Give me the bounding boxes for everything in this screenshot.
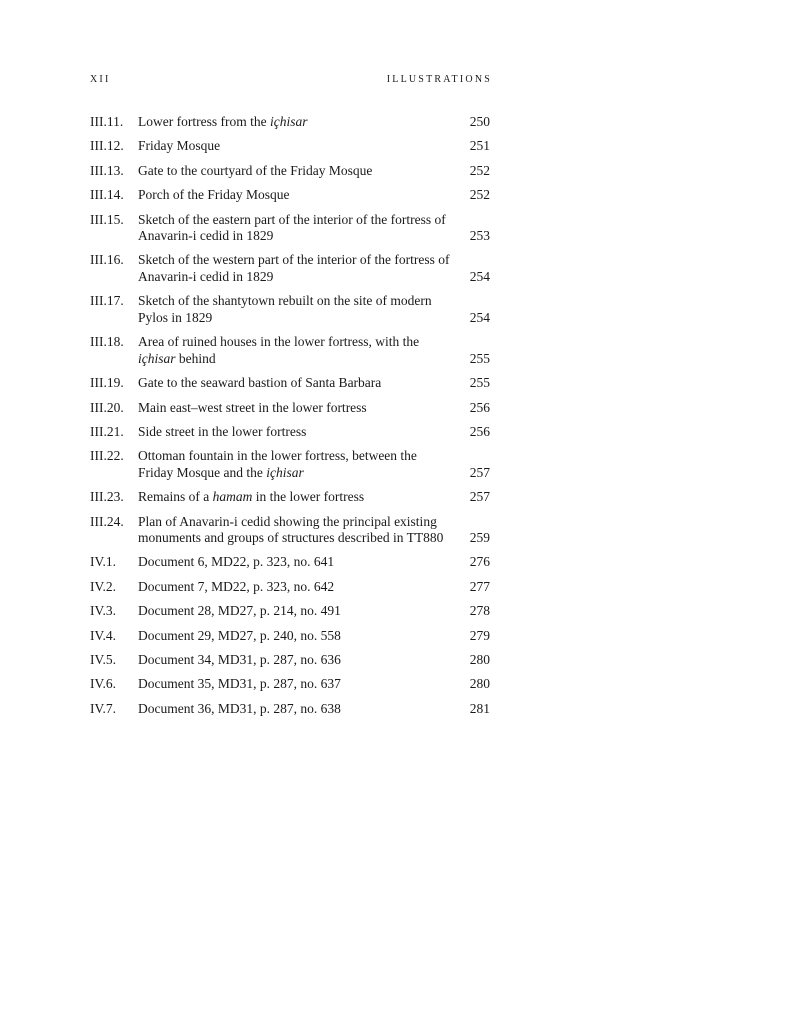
list-item	[90, 603, 492, 620]
figure-number: III.17.	[90, 293, 124, 309]
caption-text: Area of ruined houses in the lower fortress, with the	[138, 334, 420, 350]
list-item	[90, 554, 492, 571]
list-item	[90, 701, 492, 718]
caption-text: Document 29, MD27, p. 240, no. 558	[138, 627, 341, 643]
caption-text: Side street in the lower fortress	[138, 423, 307, 439]
figure-caption	[138, 676, 452, 693]
figure-page: 253	[469, 228, 490, 244]
figure-page: 257	[469, 489, 490, 505]
figure-page: 252	[469, 162, 490, 178]
figure-caption	[138, 212, 452, 245]
figure-number: IV.2.	[90, 578, 117, 594]
figure-page: 281	[469, 700, 490, 716]
figure-page: 279	[469, 627, 490, 643]
figure-number: III.13.	[90, 162, 124, 178]
list-item	[90, 293, 492, 326]
list-item	[90, 334, 492, 367]
list-item	[90, 400, 492, 417]
illustrations-list	[90, 114, 492, 725]
caption-italic-text: içhisar	[138, 350, 176, 366]
caption-text: Document 28, MD27, p. 214, no. 491	[138, 603, 341, 619]
caption-italic-text: içhisar	[266, 464, 304, 480]
figure-page: 259	[469, 530, 490, 546]
caption-text: Ottoman fountain in the lower fortress, between the Friday Mosque and the	[138, 448, 417, 480]
list-item	[90, 676, 492, 693]
figure-number: IV.1.	[90, 554, 117, 570]
figure-caption	[138, 424, 452, 441]
figure-number: IV.6.	[90, 676, 117, 692]
caption-text: Sketch of the western part of the interior of the fortress of Anavarin-i cedid in 1829	[138, 252, 450, 284]
figure-page: 277	[469, 578, 490, 594]
list-item	[90, 375, 492, 392]
figure-caption	[138, 701, 452, 718]
figure-page: 280	[469, 652, 490, 668]
figure-number: III.21.	[90, 423, 124, 439]
caption-text: Lower fortress from the	[138, 114, 270, 129]
caption-text: Document 35, MD31, p. 287, no. 637	[138, 676, 341, 692]
figure-number: III.14.	[90, 187, 124, 203]
list-item	[90, 448, 492, 481]
figure-caption	[138, 579, 452, 596]
figure-caption	[138, 375, 452, 392]
figure-caption	[138, 554, 452, 571]
figure-number: III.24.	[90, 513, 124, 529]
caption-text: Document 7, MD22, p. 323, no. 642	[138, 578, 335, 594]
figure-page: 280	[469, 676, 490, 692]
list-item	[90, 652, 492, 669]
list-item	[90, 424, 492, 441]
figure-number: III.12.	[90, 138, 124, 154]
caption-text: Porch of the Friday Mosque	[138, 187, 290, 203]
caption-italic-text: hamam	[212, 489, 253, 505]
list-item	[90, 514, 492, 547]
figure-page: 251	[469, 138, 490, 154]
caption-text: Main east–west street in the lower fortress	[138, 399, 367, 415]
figure-number: III.15.	[90, 211, 124, 227]
figure-page: 256	[469, 423, 490, 439]
figure-number: IV.4.	[90, 627, 117, 643]
figure-caption	[138, 114, 452, 131]
figure-caption	[138, 603, 452, 620]
caption-text: behind	[175, 350, 216, 366]
caption-text: Remains of a	[138, 489, 213, 505]
figure-page: 278	[469, 603, 490, 619]
running-title: ILLUSTRATIONS	[386, 74, 492, 85]
figure-caption	[138, 187, 452, 204]
list-item	[90, 579, 492, 596]
figure-caption	[138, 628, 452, 645]
caption-text: Gate to the seaward bastion of Santa Barbara	[138, 375, 382, 391]
caption-text: Document 6, MD22, p. 323, no. 641	[138, 554, 335, 570]
figure-number: III.19.	[90, 375, 124, 391]
caption-text: Friday Mosque	[138, 138, 221, 154]
figure-caption	[138, 400, 452, 417]
figure-page: 256	[469, 399, 490, 415]
list-item	[90, 212, 492, 245]
figure-caption	[138, 489, 452, 506]
figure-page: 252	[469, 187, 490, 203]
figure-page: 254	[469, 309, 490, 325]
figure-number: III.23.	[90, 489, 124, 505]
figure-caption	[138, 163, 452, 180]
figure-caption	[138, 514, 452, 547]
figure-number: IV.5.	[90, 652, 117, 668]
figure-number: III.18.	[90, 334, 124, 350]
figure-number: IV.7.	[90, 700, 117, 716]
figure-page: 255	[469, 375, 490, 391]
figure-number: III.16.	[90, 252, 124, 268]
figure-caption	[138, 293, 452, 326]
caption-text: Document 34, MD31, p. 287, no. 636	[138, 652, 341, 668]
figure-caption	[138, 252, 452, 285]
figure-page: 250	[469, 114, 490, 129]
figure-page: 257	[469, 464, 490, 480]
list-item	[90, 114, 492, 131]
list-item	[90, 489, 492, 506]
list-item	[90, 628, 492, 645]
figure-number: III.20.	[90, 399, 124, 415]
list-item	[90, 163, 492, 180]
list-item	[90, 138, 492, 155]
caption-italic-text: içhisar	[269, 114, 308, 129]
figure-number: IV.3.	[90, 603, 117, 619]
figure-page: 254	[469, 268, 490, 284]
caption-text: Sketch of the eastern part of the interior of the fortress of Anavarin-i cedid in 1829	[138, 211, 446, 244]
page-number: XII	[90, 74, 111, 85]
figure-caption	[138, 334, 452, 367]
figure-number: III.22.	[90, 448, 124, 464]
figure-number: III.11.	[90, 114, 124, 129]
figure-caption	[138, 138, 452, 155]
figure-page: 276	[469, 554, 490, 570]
figure-page: 255	[469, 350, 490, 366]
list-item	[90, 187, 492, 204]
caption-text: Document 36, MD31, p. 287, no. 638	[138, 700, 341, 716]
figure-caption	[138, 652, 452, 669]
caption-text: in the lower fortress	[252, 489, 365, 505]
list-item	[90, 252, 492, 285]
figure-caption	[138, 448, 452, 481]
running-head	[90, 74, 492, 90]
caption-text: Plan of Anavarin-i cedid showing the principal existing monuments and groups of structures described in TT880	[138, 513, 444, 546]
caption-text: Gate to the courtyard of the Friday Mosque	[138, 162, 373, 178]
caption-text: Sketch of the shantytown rebuilt on the site of modern Pylos in 1829	[138, 293, 432, 325]
